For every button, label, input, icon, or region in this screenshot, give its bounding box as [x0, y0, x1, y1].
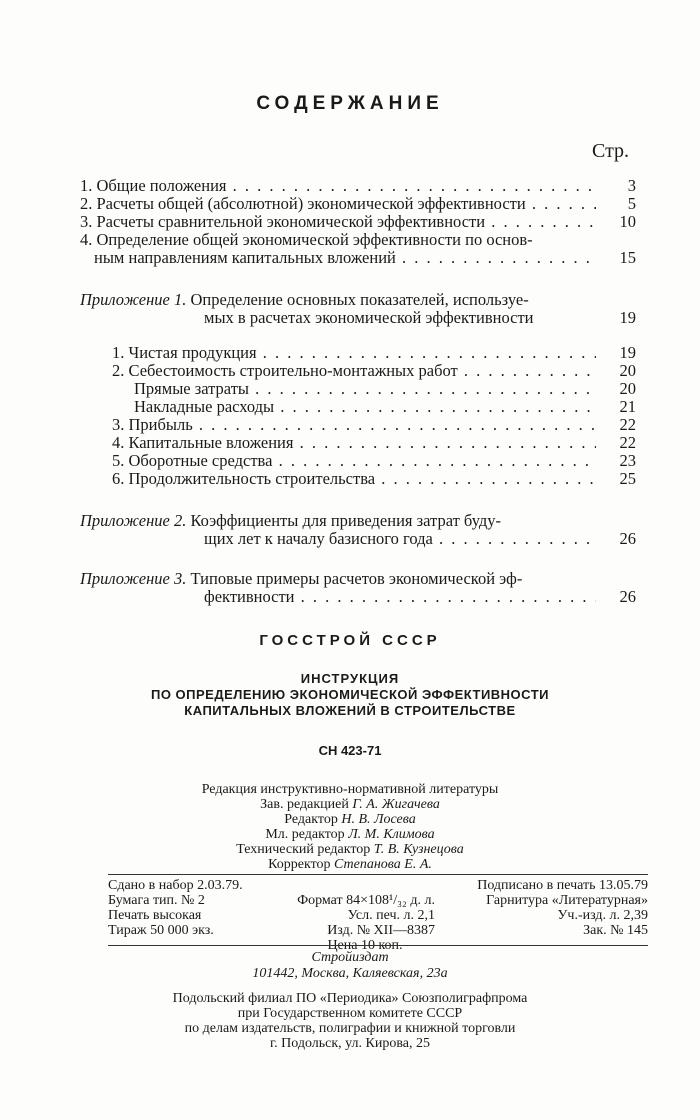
- toc-entry-text: Прямые затраты . . .: [134, 379, 596, 398]
- toc-entry-text: щих лет к началу базисного года . . .: [204, 529, 596, 548]
- print-detail: Цена 10 коп.: [327, 938, 403, 953]
- print-detail: Сдано в набор 2.03.79.: [108, 878, 243, 893]
- toc-entry: [94, 248, 636, 267]
- appendix-1-heading: [80, 290, 529, 309]
- print-col-3: [440, 878, 648, 938]
- print-detail: Подписано в печать 13.05.79: [477, 878, 648, 893]
- toc-entry-page: 3: [627, 176, 636, 195]
- appendix-3-heading: [80, 569, 522, 588]
- print-detail: Печать высокая: [108, 908, 202, 923]
- publisher-name: Стройиздат: [311, 950, 389, 965]
- print-detail: Зак. № 145: [583, 923, 648, 938]
- credit-name: Т. В. Кузнецова: [373, 842, 464, 857]
- toc-entry: [112, 469, 636, 488]
- credit-label: Технический редактор: [236, 842, 371, 857]
- toc-entry-text: 5. Оборотные средства . . .: [112, 451, 596, 470]
- print-detail: Гарнитура «Литературная»: [486, 893, 648, 908]
- appendix-label: Приложение 2.: [80, 511, 187, 530]
- toc-entry: [112, 343, 636, 362]
- printer-line: при Государственном комитете СССР: [237, 1006, 463, 1021]
- toc-entry: [134, 379, 636, 398]
- toc-entry-page: 26: [619, 587, 636, 606]
- print-detail: Формат 84×108¹/₃₂ д. л.: [297, 893, 435, 908]
- toc-entry-text: 1. Чистая продукция . . .: [112, 343, 596, 362]
- toc-entry-page: 20: [619, 379, 636, 398]
- doc-title-line: ИНСТРУКЦИЯ: [300, 671, 400, 686]
- page-column-header: Стр.: [592, 140, 630, 162]
- toc-entry: [204, 529, 636, 548]
- appendix-label: Приложение 1.: [80, 290, 187, 309]
- toc-entry: [80, 176, 636, 195]
- credit-name: Г. А. Жигачева: [352, 797, 440, 812]
- toc-entry: [80, 212, 636, 231]
- print-detail: Уч.-изд. л. 2,39: [557, 908, 648, 923]
- toc-entry-page: 10: [619, 212, 636, 231]
- print-detail: Усл. печ. л. 2,1: [347, 908, 435, 923]
- credit-name: Н. В. Лосева: [341, 812, 416, 827]
- credit-label: Корректор: [268, 857, 331, 872]
- print-col-2: [255, 893, 435, 953]
- editorial-head: [0, 797, 700, 812]
- credit-label: Редактор: [284, 812, 338, 827]
- toc-entry-text: 2. Себестоимость строительно-монтажных работ . . .: [112, 361, 596, 380]
- print-detail: Бумага тип. № 2: [108, 893, 205, 908]
- toc-entry: [204, 587, 636, 606]
- toc-entry: [112, 451, 636, 470]
- toc-entry-page: 21: [619, 397, 636, 416]
- toc-entry-text: 4. Капитальные вложения . . .: [112, 433, 596, 452]
- editorial-office: Редакция инструктивно-нормативной литературы: [201, 782, 499, 797]
- toc-entry-text: 4. Определение общей экономической эффективности по основ-: [80, 230, 533, 249]
- printer-line: Подольский филиал ПО «Периодика» Союзполиграфпрома: [172, 991, 528, 1006]
- print-detail: Изд. № XII—8387: [327, 923, 435, 938]
- appendix-title-cont: мых в расчетах экономической эффективности: [204, 308, 534, 327]
- doc-title-line: КАПИТАЛЬНЫХ ВЛОЖЕНИЙ В СТРОИТЕЛЬСТВЕ: [184, 703, 516, 718]
- toc-entry: [112, 415, 636, 434]
- contents-title: СОДЕРЖАНИЕ: [256, 93, 444, 114]
- toc-entry-page: 23: [619, 451, 636, 470]
- appendix-title: Коэффициенты для приведения затрат буду-: [190, 511, 502, 530]
- toc-entry-text: 6. Продолжительность строительства . . .: [112, 469, 596, 488]
- toc-entry-text: 2. Расчеты общей (абсолютной) экономической эффективности . . .: [80, 194, 596, 213]
- toc-entry: [112, 361, 636, 380]
- toc-entry: [112, 433, 636, 452]
- editorial-junior: [0, 827, 700, 842]
- toc-entry-text: 1. Общие положения . . .: [80, 176, 596, 195]
- toc-entry-page: 15: [619, 248, 636, 267]
- toc-entry-page: 22: [619, 415, 636, 434]
- toc-entry-page: 19: [619, 308, 636, 327]
- doc-title-line: ПО ОПРЕДЕЛЕНИЮ ЭКОНОМИЧЕСКОЙ ЭФФЕКТИВНОСТИ: [150, 687, 550, 702]
- appendix-title: Определение основных показателей, используе-: [190, 290, 529, 309]
- toc-entry: [134, 397, 636, 416]
- doc-code: СН 423-71: [318, 743, 382, 758]
- publisher-address: 101442, Москва, Каляевская, 23а: [252, 966, 448, 981]
- toc-entry-page: 22: [619, 433, 636, 452]
- toc-entry-text: 3. Расчеты сравнительной экономической эффективности . . .: [80, 212, 596, 231]
- org-name: ГОССТРОЙ СССР: [259, 632, 441, 649]
- toc-entry: [80, 194, 636, 213]
- toc-entry-text: Накладные расходы . . .: [134, 397, 596, 416]
- toc-entry-page: 19: [619, 343, 636, 362]
- printer-line: по делам издательств, полиграфии и книжной торговли: [184, 1021, 516, 1036]
- editorial-proof: [0, 857, 700, 872]
- editorial-editor: [0, 812, 700, 827]
- divider: [108, 874, 648, 875]
- credit-label: Зав. редакцией: [260, 797, 349, 812]
- toc-entry-page: 20: [619, 361, 636, 380]
- editorial-tech: [0, 842, 700, 857]
- toc-entry-text: фективности . . .: [204, 587, 596, 606]
- credit-name: Степанова Е. А.: [334, 857, 432, 872]
- print-col-1: [108, 878, 243, 938]
- toc-entry-page: 5: [627, 194, 636, 213]
- printer-line: г. Подольск, ул. Кирова, 25: [269, 1036, 431, 1051]
- appendix-title: Типовые примеры расчетов экономической эф-: [190, 569, 523, 588]
- toc-entry-text: ным направлениям капитальных вложений . . .: [94, 248, 596, 267]
- appendix-label: Приложение 3.: [80, 569, 187, 588]
- appendix-2-heading: [80, 511, 501, 530]
- toc-entry-text: 3. Прибыль . . .: [112, 415, 596, 434]
- toc-entry-page: 26: [619, 529, 636, 548]
- credit-label: Мл. редактор: [265, 827, 345, 842]
- credit-name: Л. М. Климова: [348, 827, 435, 842]
- print-detail: Тираж 50 000 экз.: [108, 923, 214, 938]
- divider: [108, 945, 648, 946]
- toc-entry-page: 25: [619, 469, 636, 488]
